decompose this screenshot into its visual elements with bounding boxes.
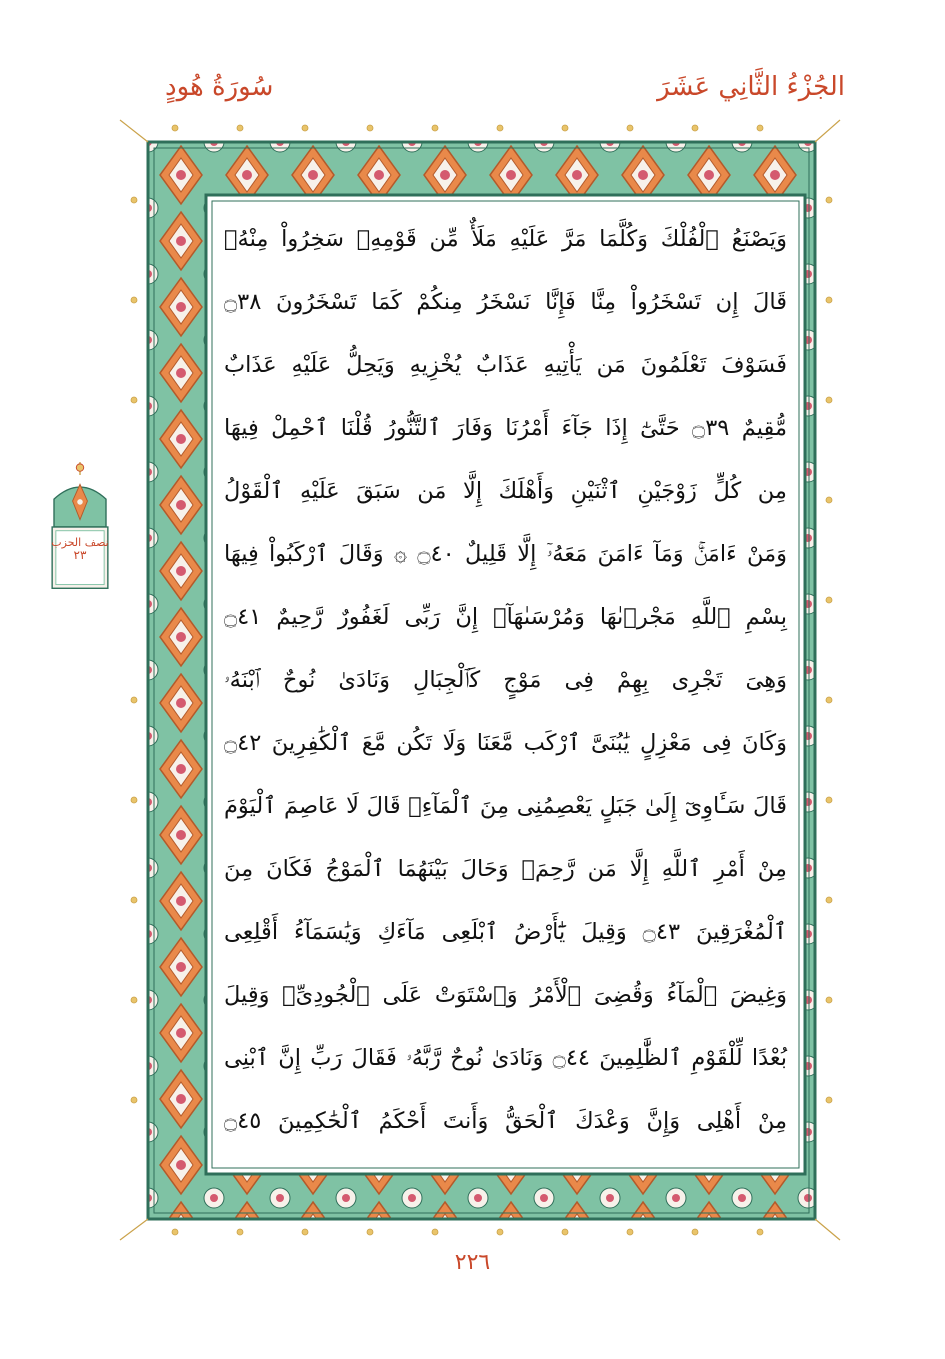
text-line: وَيَصْنَعُ ٱلْفُلْكَ وَكُلَّمَا مَرَّ عَلَيْهِ مَلَأٌ مِّن قَوْمِهِۦ سَخِرُواْ مِنْهُۚ — [224, 226, 787, 252]
quran-text-panel — [218, 207, 793, 1162]
text-line: مُّقِيمٌ ۝٣٩ حَتَّىٰٓ إِذَا جَآءَ أَمْرُنَا وَفَارَ ٱلتَّنُّورُ قُلْنَا ٱحْمِلْ فِيهَا — [224, 415, 787, 441]
text-line: وَهِىَ تَجْرِى بِهِمْ فِى مَوْجٍ كَٱلْجِبَالِ وَنَادَىٰ نُوحٌ ٱبْنَهُۥ — [224, 667, 787, 693]
text-line: بُعْدًا لِّلْقَوْمِ ٱلظَّٰلِمِينَ ۝٤٤ وَنَادَىٰ نُوحٌ رَّبَّهُۥ فَقَالَ رَبِّ إِنَّ ٱبْنِى — [224, 1045, 787, 1071]
text-line: قَالَ إِن تَسْخَرُواْ مِنَّا فَإِنَّا نَسْخَرُ مِنكُمْ كَمَا تَسْخَرُونَ ۝٣٨ — [224, 289, 787, 315]
hizb-marker-label — [48, 536, 112, 562]
text-line: فَسَوْفَ تَعْلَمُونَ مَن يَأْتِيهِ عَذَابٌ يُخْزِيهِ وَيَحِلُّ عَلَيْهِ عَذَابٌ — [224, 352, 787, 378]
text-line: قَالَ سَـَٔاوِىٓ إِلَىٰ جَبَلٍ يَعْصِمُنِى مِنَ ٱلْمَآءِۚ قَالَ لَا عَاصِمَ ٱلْيَوْمَ — [224, 793, 787, 819]
hizb-number: ٢٣ — [73, 548, 87, 562]
text-line: مِن كُلٍّ زَوْجَيْنِ ٱثْنَيْنِ وَأَهْلَكَ إِلَّا مَن سَبَقَ عَلَيْهِ ٱلْقَوْلُ — [224, 478, 787, 504]
juz-header: الجُزْءُ الثَّانِي عَشَرَ — [657, 72, 845, 102]
text-line: وَكَانَ فِى مَعْزِلٍ يَٰبُنَىَّ ٱرْكَب مَّعَنَا وَلَا تَكُن مَّعَ ٱلْكَٰفِرِينَ ۝٤٢ — [224, 730, 787, 756]
text-line: وَغِيضَ ٱلْمَآءُ وَقُضِىَ ٱلْأَمْرُ وَٱسْتَوَتْ عَلَى ٱلْجُودِىِّۖ وَقِيلَ — [224, 982, 787, 1008]
text-line: وَمَنْ ءَامَنَۚ وَمَآ ءَامَنَ مَعَهُۥٓ إِلَّا قَلِيلٌ ۝٤٠ ۞ وَقَالَ ٱرْكَبُواْ فِيهَا — [224, 541, 787, 567]
hizb-marker-ornament — [48, 462, 112, 592]
hizb-label-text: نصف الحزب — [51, 536, 109, 549]
text-line: بِسْمِ ٱللَّهِ مَجْر۪ىٰهَا وَمُرْسَىٰهَآۚ إِنَّ رَبِّى لَغَفُورٌ رَّحِيمٌ ۝٤١ — [224, 604, 787, 630]
text-line: مِنْ أَهْلِى وَإِنَّ وَعْدَكَ ٱلْحَقُّ وَأَنتَ أَحْكَمُ ٱلْحَٰكِمِينَ ۝٤٥ — [224, 1108, 787, 1134]
page-number: ٢٢٦ — [454, 1250, 491, 1275]
surah-header: سُورَةُ هُودٍ — [165, 72, 274, 102]
text-line: مِنْ أَمْرِ ٱللَّهِ إِلَّا مَن رَّحِمَۚ وَحَالَ بَيْنَهُمَا ٱلْمَوْجُ فَكَانَ مِنَ — [224, 856, 787, 882]
text-line: ٱلْمُغْرَقِينَ ۝٤٣ وَقِيلَ يَٰٓأَرْضُ ٱبْلَعِى مَآءَكِ وَيَٰسَمَآءُ أَقْلِعِى — [224, 919, 787, 945]
